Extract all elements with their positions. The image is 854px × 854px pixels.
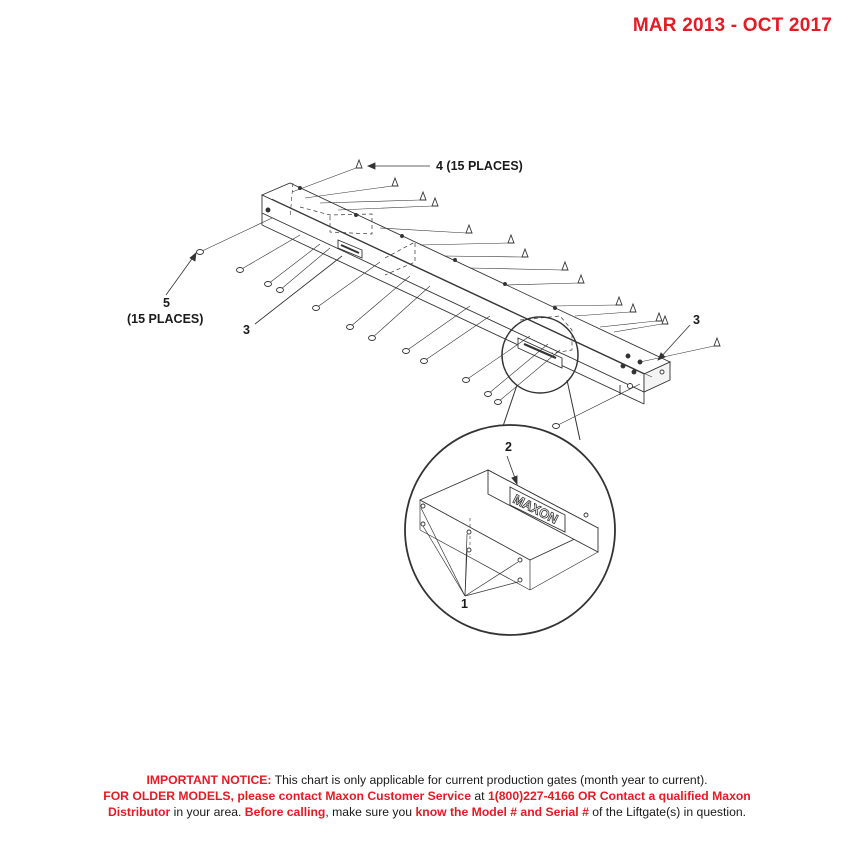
callout-item-3-left: 3 [243,323,250,337]
important-notice-text: This chart is only applicable for current production gates (month year to current). [271,773,708,787]
callout-item-3-right: 3 [693,313,700,327]
important-notice [40,772,814,820]
maxon-logo: MAXON [510,491,561,527]
in-area-text: in your area. [170,805,245,819]
distributor-label: Distributor [107,805,171,819]
date-range-header: MAR 2013 - OCT 2017 [632,15,832,36]
at-text: at [471,789,488,803]
phone-contact: 1(800)227-4166 OR Contact a qualified Maxon [487,789,751,803]
callout-item-1: 1 [461,597,468,611]
before-calling-label: Before calling [244,805,326,819]
important-notice-label: IMPORTANT NOTICE: [146,773,272,787]
older-models-label: FOR OLDER MODELS, please contact Maxon Customer Service [103,789,471,803]
callout-item-5-number: 5 [163,296,170,310]
make-sure-text: , make sure you [325,805,416,819]
callout-item-5-qty: (15 PLACES) [127,312,204,326]
model-serial-label: know the Model # and Serial # [415,805,589,819]
detail-view [405,425,615,635]
liftgate-text: of the Liftgate(s) in question. [588,805,747,819]
runner-channel [262,183,670,404]
callout-item-2: 2 [505,440,512,454]
nut-leader-lines [292,168,714,362]
callout-item-4: 4 (15 PLACES) [436,159,523,173]
